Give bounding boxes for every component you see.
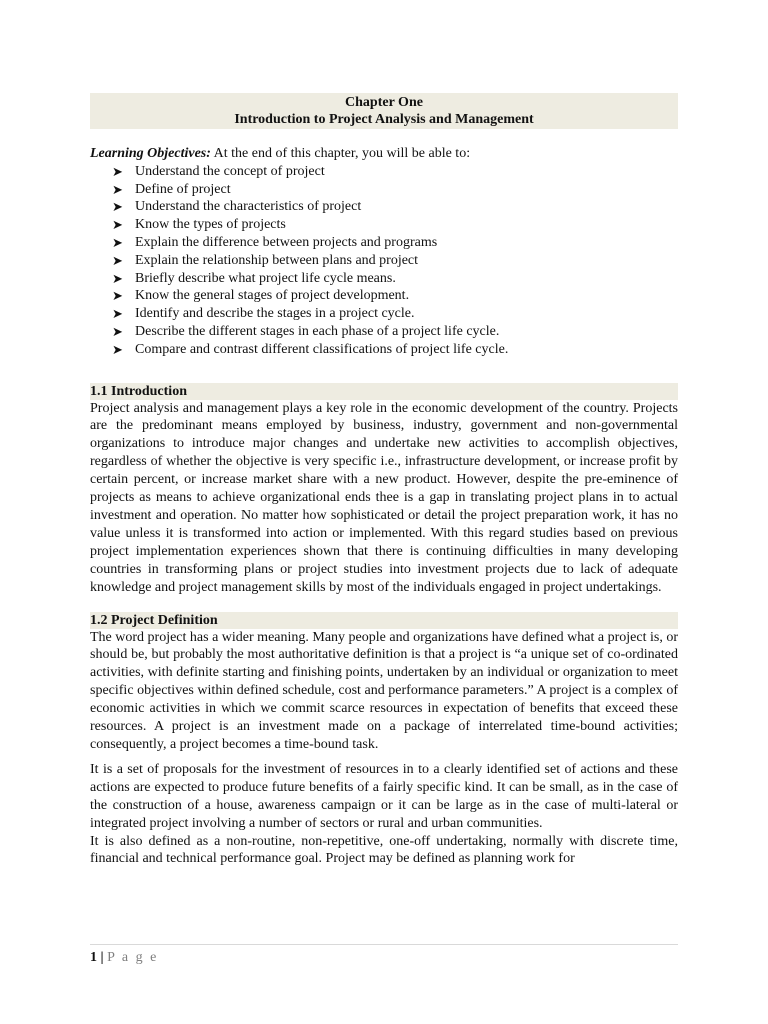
paragraph-definition-2: It is a set of proposals for the investment of resources in to a clearly identified set of actions and these actions are expected to produce future benefits of a fairly specific kind. It can be small, as in the case of the construction of a house, awareness campaign or it can be large as in the case of multi-lateral or integrated project involving a number of sectors or rural and urban communities. <box>90 761 678 831</box>
arrow-bullet-icon: ➤ <box>112 288 123 304</box>
paragraph-introduction: Project analysis and management plays a key role in the economic development of the country. Projects are the predominant means employed by business, industry, government and non-governmental organizations to introduce major changes and undertake new activities to accomplish objectives, regardless of whether the objective is very specific i.e., infrastructure development, or increase profit by certain percent, or increase market share with a new product. However, despite the pre-eminence of projects as means to achieve organizational ends thee is a gap in translating project plans in to actual investment and operation. No matter how sophisticated or detail the project preparation work, it has no value unless it is transformed into action or implemented. With this regard studies based on previous project implementation experiences shown that there is continuing difficulties in many developing countries in transforming plans or project studies into investment projects due to lack of adequate knowledge and project management skills by most of the individuals engaged in project undertakings. <box>90 400 678 595</box>
objective-text: Explain the relationship between plans and project <box>135 252 419 268</box>
chapter-title: Introduction to Project Analysis and Management <box>234 112 534 127</box>
objective-text: Briefly describe what project life cycle means. <box>135 270 396 286</box>
page-footer <box>90 944 678 966</box>
objective-item <box>112 305 678 323</box>
chapter-number: Chapter One <box>345 95 423 110</box>
objective-text: Define of project <box>135 181 231 197</box>
objectives-list <box>90 163 678 359</box>
learning-objectives <box>90 145 678 359</box>
arrow-bullet-icon: ➤ <box>112 181 123 197</box>
arrow-bullet-icon: ➤ <box>112 341 123 357</box>
objective-text: Identify and describe the stages in a project cycle. <box>135 306 415 322</box>
objective-text: Describe the different stages in each phase of a project life cycle. <box>135 323 500 339</box>
objectives-lead <box>90 145 678 163</box>
objective-item <box>112 323 678 341</box>
chapter-heading-block <box>90 93 678 129</box>
objective-text: Understand the concept of project <box>135 163 325 179</box>
objective-item <box>112 287 678 305</box>
objectives-label: Learning Objectives: <box>90 146 211 161</box>
objective-item <box>112 181 678 199</box>
objective-text: Know the types of projects <box>135 217 286 233</box>
objective-item <box>112 252 678 270</box>
objective-text: Compare and contrast different classifications of project life cycle. <box>135 341 509 357</box>
section-heading-introduction: 1.1 Introduction <box>90 383 678 400</box>
objective-item <box>112 234 678 252</box>
paragraph-definition-1: The word project has a wider meaning. Many people and organizations have defined what a project is, or should be, but probably the most authoritative definition is that a project is “a unique set of co-ordinated activities, with definite starting and finishing points, undertaken by an individual or organization to meet specific objectives within defined schedule, cost and performance parameters.” A project is a complex of economic activities in which we commit scarce resources in expectation of benefits that exceed these resources. A project is an investment made on a package of interrelated time-bound activities; consequently, a project becomes a time-bound task. <box>90 629 678 752</box>
arrow-bullet-icon: ➤ <box>112 252 123 268</box>
objective-item <box>112 270 678 288</box>
objective-item <box>112 163 678 181</box>
objective-item <box>112 341 678 359</box>
page-number: 1 <box>90 950 97 965</box>
arrow-bullet-icon: ➤ <box>112 234 123 250</box>
objective-text: Know the general stages of project development. <box>135 288 410 304</box>
arrow-bullet-icon: ➤ <box>112 306 123 322</box>
document-page <box>90 93 678 868</box>
objective-text: Explain the difference between projects and programs <box>135 234 438 250</box>
page-label: P a g e <box>107 950 159 965</box>
arrow-bullet-icon: ➤ <box>112 163 123 179</box>
paragraph-definition-3: It is also defined as a non-routine, non-repetitive, one-off undertaking, normally with discrete time, financial and technical performance goal. Project may be defined as planning work for <box>90 833 678 867</box>
page-separator: | <box>97 950 108 965</box>
arrow-bullet-icon: ➤ <box>112 323 123 339</box>
arrow-bullet-icon: ➤ <box>112 199 123 215</box>
objective-text: Understand the characteristics of project <box>135 199 362 215</box>
objectives-lead-text: At the end of this chapter, you will be able to: <box>210 146 471 161</box>
objective-item <box>112 216 678 234</box>
objective-item <box>112 198 678 216</box>
section-heading-project-definition: 1.2 Project Definition <box>90 612 678 629</box>
arrow-bullet-icon: ➤ <box>112 217 123 233</box>
arrow-bullet-icon: ➤ <box>112 270 123 286</box>
